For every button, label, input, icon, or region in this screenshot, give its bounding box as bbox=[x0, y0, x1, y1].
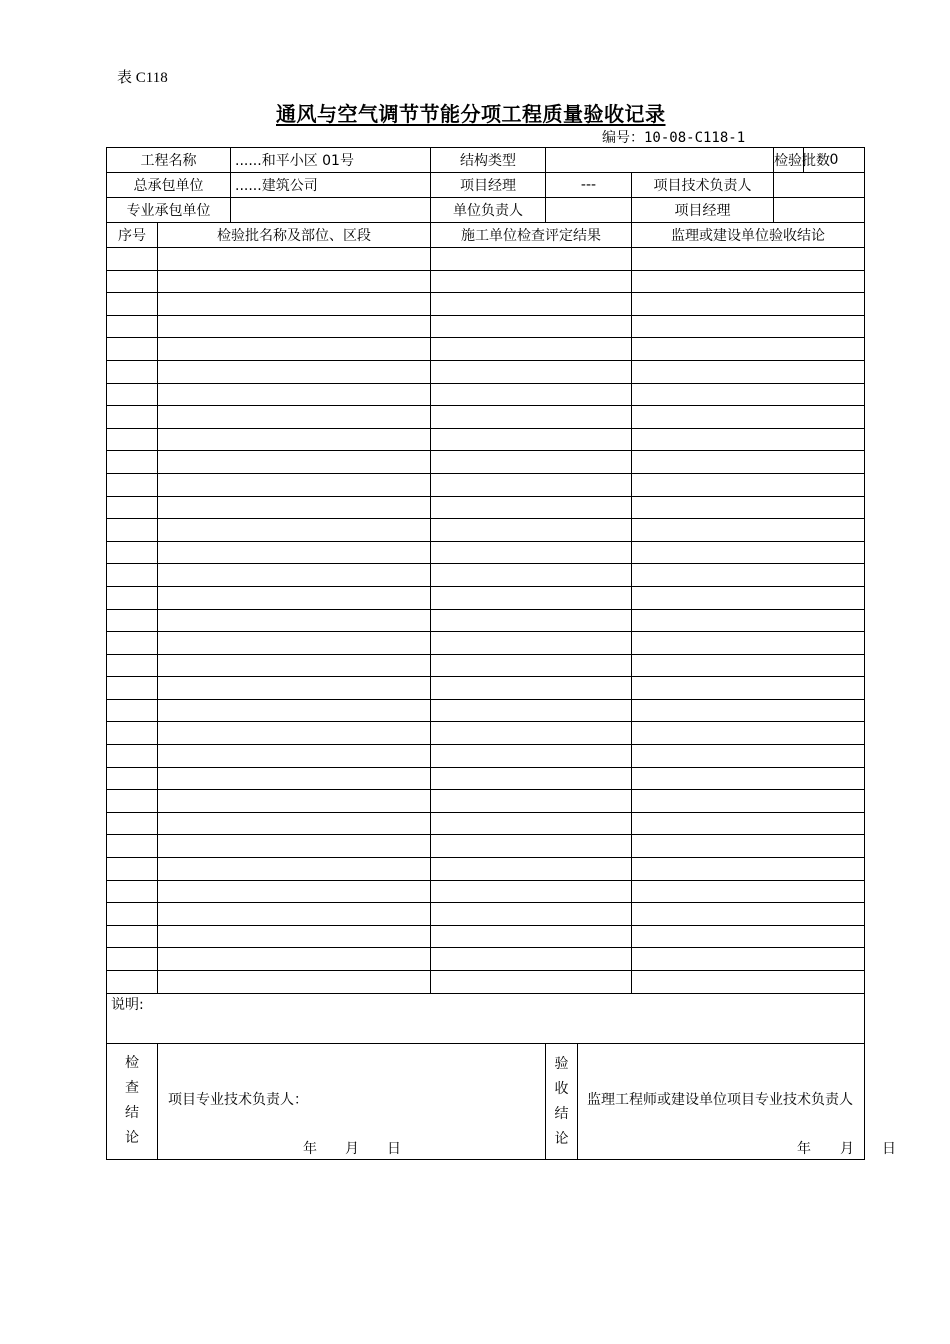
table-row bbox=[107, 564, 865, 587]
row-batch-cell[interactable] bbox=[158, 564, 431, 587]
row-contractor-cell[interactable] bbox=[431, 338, 632, 361]
row-batch-cell[interactable] bbox=[158, 360, 431, 383]
row-batch-cell[interactable] bbox=[158, 654, 431, 677]
row-supervisor-cell[interactable] bbox=[632, 677, 865, 700]
row-supervisor-cell[interactable] bbox=[632, 767, 865, 790]
batch-count-value[interactable]: 0 bbox=[804, 148, 865, 173]
row-contractor-cell[interactable] bbox=[431, 699, 632, 722]
table-row bbox=[107, 586, 865, 609]
structure-type-value[interactable] bbox=[546, 148, 774, 173]
row-no-cell[interactable] bbox=[107, 677, 158, 700]
row-no-cell[interactable] bbox=[107, 745, 158, 768]
unit-lead-label: 单位负责人 bbox=[431, 198, 546, 223]
conclusion-row bbox=[107, 1043, 865, 1159]
row-batch-cell[interactable] bbox=[158, 790, 431, 813]
row-no-cell[interactable] bbox=[107, 835, 158, 858]
note-label: 说明: bbox=[111, 996, 144, 1013]
row-supervisor-cell[interactable] bbox=[632, 496, 865, 519]
row-contractor-cell[interactable] bbox=[431, 270, 632, 293]
accept-conclusion-label: 验 收 结 论 bbox=[546, 1044, 578, 1159]
row-supervisor-cell[interactable] bbox=[632, 971, 865, 994]
info-row-2 bbox=[107, 173, 865, 198]
project-manager-label: 项目经理 bbox=[431, 173, 546, 198]
table-row bbox=[107, 677, 865, 700]
row-supervisor-cell[interactable] bbox=[632, 812, 865, 835]
form-code: 表 C118 bbox=[117, 70, 168, 86]
row-contractor-cell[interactable] bbox=[431, 473, 632, 496]
row-contractor-cell[interactable] bbox=[431, 632, 632, 655]
row-contractor-cell[interactable] bbox=[431, 428, 632, 451]
row-batch-cell[interactable] bbox=[158, 699, 431, 722]
row-supervisor-cell[interactable] bbox=[632, 383, 865, 406]
table-row bbox=[107, 835, 865, 858]
row-no-cell[interactable] bbox=[107, 541, 158, 564]
row-contractor-cell[interactable] bbox=[431, 496, 632, 519]
row-contractor-cell[interactable] bbox=[431, 541, 632, 564]
row-batch-cell[interactable] bbox=[158, 767, 431, 790]
sub-contractor-label: 专业承包单位 bbox=[107, 198, 231, 223]
accept-month: 月 bbox=[840, 1140, 854, 1157]
row-batch-cell[interactable] bbox=[158, 745, 431, 768]
row-supervisor-cell[interactable] bbox=[632, 541, 865, 564]
tech-lead-label: 项目技术负责人 bbox=[632, 173, 774, 198]
accept-year: 年 bbox=[797, 1140, 811, 1157]
table-row bbox=[107, 699, 865, 722]
row-contractor-cell[interactable] bbox=[431, 315, 632, 338]
row-supervisor-cell[interactable] bbox=[632, 586, 865, 609]
row-contractor-cell[interactable] bbox=[431, 654, 632, 677]
row-contractor-cell[interactable] bbox=[431, 948, 632, 971]
row-contractor-cell[interactable] bbox=[431, 564, 632, 587]
row-batch-cell[interactable] bbox=[158, 293, 431, 316]
serial-label: 编号： bbox=[602, 130, 644, 146]
row-supervisor-cell[interactable] bbox=[632, 519, 865, 542]
row-supervisor-cell[interactable] bbox=[632, 338, 865, 361]
row-contractor-cell[interactable] bbox=[431, 722, 632, 745]
table-row bbox=[107, 722, 865, 745]
table-row bbox=[107, 903, 865, 926]
row-no-cell[interactable] bbox=[107, 654, 158, 677]
table-row bbox=[107, 541, 865, 564]
row-batch-cell[interactable] bbox=[158, 586, 431, 609]
table-row bbox=[107, 925, 865, 948]
sub-pm-value[interactable] bbox=[774, 198, 865, 223]
row-no-cell[interactable] bbox=[107, 564, 158, 587]
batch-count-label: 检验批数 bbox=[774, 148, 804, 173]
row-batch-cell[interactable] bbox=[158, 722, 431, 745]
row-contractor-cell[interactable] bbox=[431, 360, 632, 383]
row-no-cell[interactable] bbox=[107, 270, 158, 293]
col-contractor-result-header: 施工单位检查评定结果 bbox=[431, 223, 632, 248]
row-batch-cell[interactable] bbox=[158, 632, 431, 655]
row-supervisor-cell[interactable] bbox=[632, 428, 865, 451]
general-contractor-value[interactable]: ......建筑公司 bbox=[231, 173, 431, 198]
row-batch-cell[interactable] bbox=[158, 519, 431, 542]
table-row bbox=[107, 496, 865, 519]
check-conclusion-label: 检 查 结 论 bbox=[107, 1043, 158, 1159]
row-no-cell[interactable] bbox=[107, 428, 158, 451]
row-no-cell[interactable] bbox=[107, 632, 158, 655]
row-contractor-cell[interactable] bbox=[431, 451, 632, 474]
info-row-1 bbox=[107, 148, 865, 173]
row-batch-cell[interactable] bbox=[158, 971, 431, 994]
row-batch-cell[interactable] bbox=[158, 383, 431, 406]
table-row bbox=[107, 880, 865, 903]
row-no-cell[interactable] bbox=[107, 248, 158, 271]
row-supervisor-cell[interactable] bbox=[632, 948, 865, 971]
col-no-header: 序号 bbox=[107, 223, 158, 248]
table-row bbox=[107, 315, 865, 338]
row-no-cell[interactable] bbox=[107, 451, 158, 474]
row-batch-cell[interactable] bbox=[158, 473, 431, 496]
table-row bbox=[107, 632, 865, 655]
row-supervisor-cell[interactable] bbox=[632, 790, 865, 813]
row-contractor-cell[interactable] bbox=[431, 383, 632, 406]
row-contractor-cell[interactable] bbox=[431, 248, 632, 271]
row-no-cell[interactable] bbox=[107, 903, 158, 926]
row-batch-cell[interactable] bbox=[158, 338, 431, 361]
col-batch-header: 检验批名称及部位、区段 bbox=[158, 223, 431, 248]
row-batch-cell[interactable] bbox=[158, 496, 431, 519]
row-contractor-cell[interactable] bbox=[431, 609, 632, 632]
row-supervisor-cell[interactable] bbox=[632, 880, 865, 903]
accept-day: 日 bbox=[882, 1140, 896, 1157]
row-batch-cell[interactable] bbox=[158, 315, 431, 338]
row-no-cell[interactable] bbox=[107, 948, 158, 971]
serial-value: 10-08-C118-1 bbox=[644, 130, 746, 146]
row-batch-cell[interactable] bbox=[158, 812, 431, 835]
row-batch-cell[interactable] bbox=[158, 451, 431, 474]
row-batch-cell[interactable] bbox=[158, 406, 431, 429]
row-contractor-cell[interactable] bbox=[431, 903, 632, 926]
unit-lead-value[interactable] bbox=[546, 198, 632, 223]
row-contractor-cell[interactable] bbox=[431, 406, 632, 429]
row-batch-cell[interactable] bbox=[158, 609, 431, 632]
row-supervisor-cell[interactable] bbox=[632, 925, 865, 948]
row-supervisor-cell[interactable] bbox=[632, 745, 865, 768]
acceptance-table bbox=[106, 147, 896, 1160]
row-contractor-cell[interactable] bbox=[431, 745, 632, 768]
col-supervisor-result-header: 监理或建设单位验收结论 bbox=[632, 223, 865, 248]
row-batch-cell[interactable] bbox=[158, 248, 431, 271]
table-row bbox=[107, 406, 865, 429]
check-signer-label: 项目专业技术负责人： bbox=[168, 1091, 308, 1108]
row-supervisor-cell[interactable] bbox=[632, 406, 865, 429]
table-row bbox=[107, 971, 865, 994]
row-contractor-cell[interactable] bbox=[431, 586, 632, 609]
row-supervisor-cell[interactable] bbox=[632, 835, 865, 858]
row-supervisor-cell[interactable] bbox=[632, 315, 865, 338]
row-contractor-cell[interactable] bbox=[431, 880, 632, 903]
row-no-cell[interactable] bbox=[107, 812, 158, 835]
row-contractor-cell[interactable] bbox=[431, 677, 632, 700]
row-supervisor-cell[interactable] bbox=[632, 654, 865, 677]
row-supervisor-cell[interactable] bbox=[632, 270, 865, 293]
info-row-3 bbox=[107, 198, 865, 223]
table-row bbox=[107, 654, 865, 677]
row-supervisor-cell[interactable] bbox=[632, 858, 865, 881]
row-contractor-cell[interactable] bbox=[431, 812, 632, 835]
check-year: 年 bbox=[303, 1140, 317, 1157]
row-no-cell[interactable] bbox=[107, 315, 158, 338]
table-row bbox=[107, 812, 865, 835]
table-row bbox=[107, 858, 865, 881]
row-batch-cell[interactable] bbox=[158, 903, 431, 926]
sub-pm-label: 项目经理 bbox=[632, 198, 774, 223]
row-contractor-cell[interactable] bbox=[431, 971, 632, 994]
row-batch-cell[interactable] bbox=[158, 677, 431, 700]
row-no-cell[interactable] bbox=[107, 722, 158, 745]
row-no-cell[interactable] bbox=[107, 360, 158, 383]
row-no-cell[interactable] bbox=[107, 383, 158, 406]
row-batch-cell[interactable] bbox=[158, 270, 431, 293]
table-row bbox=[107, 767, 865, 790]
serial-number bbox=[602, 127, 745, 147]
table-row bbox=[107, 790, 865, 813]
table-row bbox=[107, 428, 865, 451]
row-no-cell[interactable] bbox=[107, 338, 158, 361]
document-title: 通风与空气调节节能分项工程质量验收记录 bbox=[276, 102, 666, 126]
row-supervisor-cell[interactable] bbox=[632, 293, 865, 316]
accept-conclusion-box[interactable] bbox=[546, 1043, 896, 1159]
row-contractor-cell[interactable] bbox=[431, 767, 632, 790]
row-contractor-cell[interactable] bbox=[431, 858, 632, 881]
row-no-cell[interactable] bbox=[107, 858, 158, 881]
row-no-cell[interactable] bbox=[107, 880, 158, 903]
row-batch-cell[interactable] bbox=[158, 880, 431, 903]
note-row bbox=[107, 993, 865, 1043]
row-contractor-cell[interactable] bbox=[431, 835, 632, 858]
table-row bbox=[107, 270, 865, 293]
row-contractor-cell[interactable] bbox=[431, 293, 632, 316]
check-day: 日 bbox=[387, 1140, 401, 1157]
row-no-cell[interactable] bbox=[107, 586, 158, 609]
row-no-cell[interactable] bbox=[107, 767, 158, 790]
row-no-cell[interactable] bbox=[107, 519, 158, 542]
check-conclusion-box[interactable] bbox=[158, 1043, 546, 1159]
row-no-cell[interactable] bbox=[107, 790, 158, 813]
row-batch-cell[interactable] bbox=[158, 948, 431, 971]
row-contractor-cell[interactable] bbox=[431, 790, 632, 813]
row-no-cell[interactable] bbox=[107, 496, 158, 519]
row-no-cell[interactable] bbox=[107, 406, 158, 429]
row-supervisor-cell[interactable] bbox=[632, 609, 865, 632]
column-header-row bbox=[107, 223, 865, 248]
row-batch-cell[interactable] bbox=[158, 925, 431, 948]
row-no-cell[interactable] bbox=[107, 971, 158, 994]
row-supervisor-cell[interactable] bbox=[632, 451, 865, 474]
row-no-cell[interactable] bbox=[107, 699, 158, 722]
row-no-cell[interactable] bbox=[107, 293, 158, 316]
row-no-cell[interactable] bbox=[107, 473, 158, 496]
table-row bbox=[107, 293, 865, 316]
row-supervisor-cell[interactable] bbox=[632, 360, 865, 383]
general-contractor-label: 总承包单位 bbox=[107, 173, 231, 198]
row-supervisor-cell[interactable] bbox=[632, 473, 865, 496]
row-supervisor-cell[interactable] bbox=[632, 248, 865, 271]
table-row bbox=[107, 745, 865, 768]
table-row bbox=[107, 948, 865, 971]
table-row bbox=[107, 360, 865, 383]
table-row bbox=[107, 451, 865, 474]
row-batch-cell[interactable] bbox=[158, 835, 431, 858]
row-contractor-cell[interactable] bbox=[431, 925, 632, 948]
table-row bbox=[107, 609, 865, 632]
row-supervisor-cell[interactable] bbox=[632, 632, 865, 655]
structure-type-label: 结构类型 bbox=[431, 148, 546, 173]
project-name-label: 工程名称 bbox=[107, 148, 231, 173]
accept-signer-label: 监理工程师或建设单位项目专业技术负责人 bbox=[587, 1091, 853, 1108]
note-cell[interactable] bbox=[107, 993, 865, 1043]
row-no-cell[interactable] bbox=[107, 925, 158, 948]
check-month: 月 bbox=[345, 1140, 359, 1157]
row-supervisor-cell[interactable] bbox=[632, 564, 865, 587]
row-supervisor-cell[interactable] bbox=[632, 699, 865, 722]
row-batch-cell[interactable] bbox=[158, 541, 431, 564]
row-contractor-cell[interactable] bbox=[431, 519, 632, 542]
table-row bbox=[107, 338, 865, 361]
table-row bbox=[107, 383, 865, 406]
table-row bbox=[107, 519, 865, 542]
row-supervisor-cell[interactable] bbox=[632, 903, 865, 926]
row-batch-cell[interactable] bbox=[158, 428, 431, 451]
sub-contractor-value[interactable] bbox=[231, 198, 431, 223]
table-row bbox=[107, 473, 865, 496]
row-supervisor-cell[interactable] bbox=[632, 722, 865, 745]
table-row bbox=[107, 248, 865, 271]
row-batch-cell[interactable] bbox=[158, 858, 431, 881]
project-manager-value[interactable]: --- bbox=[546, 173, 632, 198]
project-name-value[interactable]: ......和平小区 01号 bbox=[231, 148, 431, 173]
tech-lead-value[interactable] bbox=[774, 173, 865, 198]
row-no-cell[interactable] bbox=[107, 609, 158, 632]
